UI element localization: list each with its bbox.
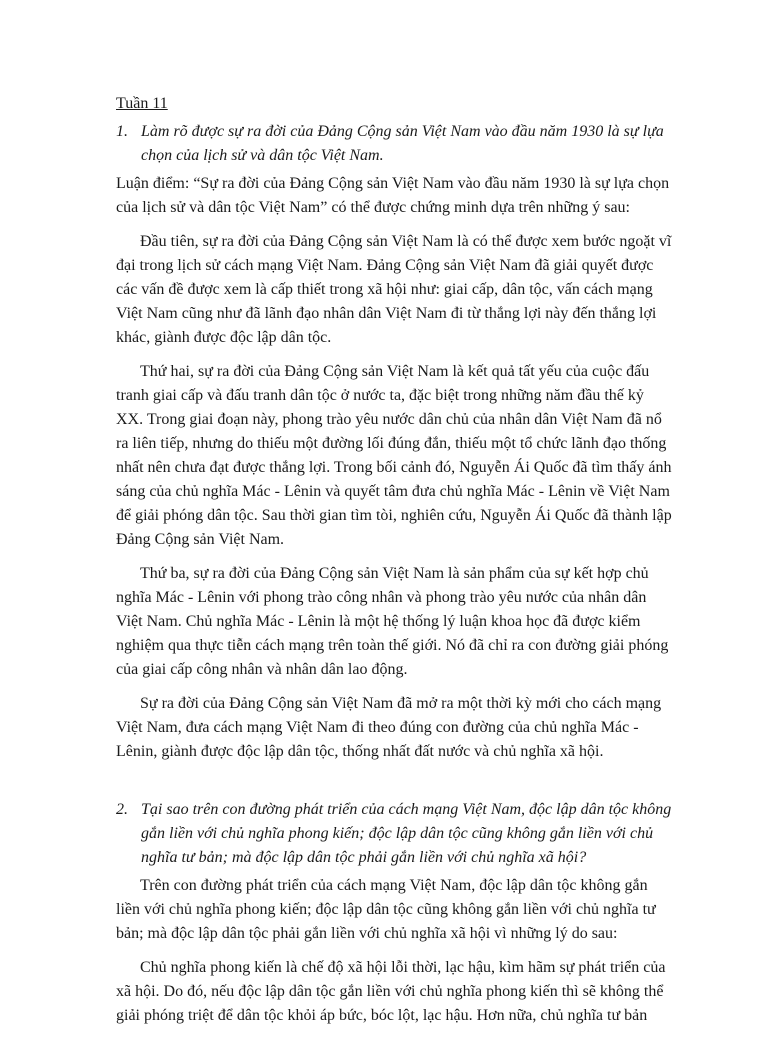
section-spacer xyxy=(116,774,674,798)
question-1 xyxy=(116,120,674,168)
q1-thesis-paragraph: Luận điểm: “Sự ra đời của Đảng Cộng sản Việt Nam vào đầu năm 1930 là sự lựa chọn của lịch sử và dân tộc Việt Nam” có thể được chứng minh dựa trên những ý sau: xyxy=(116,175,670,216)
q1-paragraph-conclusion: Sự ra đời của Đảng Cộng sản Việt Nam đã mở ra một thời kỳ mới cho cách mạng Việt Nam, đưa cách mạng Việt Nam đi theo đúng con đường của chủ nghĩa Mác - Lênin, giành được độc lập dân tộc, thống nhất đất nước và chủ nghĩa xã hội. xyxy=(116,695,662,760)
q2-paragraph-feudalism: Chủ nghĩa phong kiến là chế độ xã hội lỗi thời, lạc hậu, kìm hãm sự phát triển của xã hội. Do đó, nếu độc lập dân tộc gắn liền với chủ nghĩa phong kiến thì sẽ không thể giải phóng triệt để dân tộc khỏi áp bức, bóc lột, lạc hậu. Hơn nữa, chủ nghĩa tư bản xyxy=(116,959,666,1024)
question-1-text: Làm rõ được sự ra đời của Đảng Cộng sản Việt Nam vào đầu năm 1930 là sự lựa chọn của lịch sử và dân tộc Việt Nam. xyxy=(141,123,664,164)
q1-paragraph-second: Thứ hai, sự ra đời của Đảng Cộng sản Việt Nam là kết quả tất yếu của cuộc đấu tranh giai cấp và đấu tranh dân tộc ở nước ta, đặc biệt trong những năm đầu thế kỷ XX. Trong giai đoạn này, phong trào yêu nước dân chủ của nhân dân Việt Nam đã nổ ra liên tiếp, nhưng do thiếu một đường lối đúng đắn, thiếu một tổ chức lãnh đạo thống nhất nên chưa đạt được thắng lợi. Trong bối cảnh đó, Nguyễn Ái Quốc đã tìm thấy ánh sáng của chủ nghĩa Mác - Lênin và quyết tâm đưa chủ nghĩa Mác - Lênin về Việt Nam để giải phóng dân tộc. Sau thời gian tìm tòi, nghiên cứu, Nguyễn Ái Quốc đã thành lập Đảng Cộng sản Việt Nam. xyxy=(116,363,672,548)
q1-paragraph-first: Đầu tiên, sự ra đời của Đảng Cộng sản Việt Nam là có thể được xem bước ngoặt vĩ đại trong lịch sử cách mạng Việt Nam. Đảng Cộng sản Việt Nam đã giải quyết được các vấn đề được xem là cấp thiết trong xã hội như: giai cấp, dân tộc, vấn cách mạng Việt Nam cũng như đã lãnh đạo nhân dân Việt Nam đi từ thắng lợi này đến thắng lợi khác, giành được độc lập dân tộc. xyxy=(116,233,672,346)
document-body xyxy=(116,92,674,1038)
question-2-text: Tại sao trên con đường phát triển của cách mạng Việt Nam, độc lập dân tộc không gắn liền với chủ nghĩa phong kiến; độc lập dân tộc cũng không gắn liền với chủ nghĩa tư bản; mà độc lập dân tộc phải gắn liền với chủ nghĩa xã hội? xyxy=(141,801,672,866)
week-title: Tuần 11 xyxy=(116,95,168,112)
question-2-number: 2. xyxy=(116,801,128,818)
q1-paragraph-third: Thứ ba, sự ra đời của Đảng Cộng sản Việt Nam là sản phẩm của sự kết hợp chủ nghĩa Mác - Lênin với phong trào công nhân và phong trào yêu nước của nhân dân Việt Nam. Chủ nghĩa Mác - Lênin là một hệ thống lý luận khoa học đã được kiểm nghiệm qua thực tiễn cách mạng trên toàn thế giới. Nó đã chỉ ra con đường giải phóng của giai cấp công nhân và nhân dân lao động. xyxy=(116,565,669,678)
question-1-number: 1. xyxy=(116,123,128,140)
question-2 xyxy=(116,798,674,870)
q2-paragraph-intro: Trên con đường phát triển của cách mạng Việt Nam, độc lập dân tộc không gắn liền với chủ nghĩa phong kiến; độc lập dân tộc cũng không gắn liền với chủ nghĩa tư bản; mà độc lập dân tộc phải gắn liền với chủ nghĩa xã hội vì những lý do sau: xyxy=(116,877,656,942)
